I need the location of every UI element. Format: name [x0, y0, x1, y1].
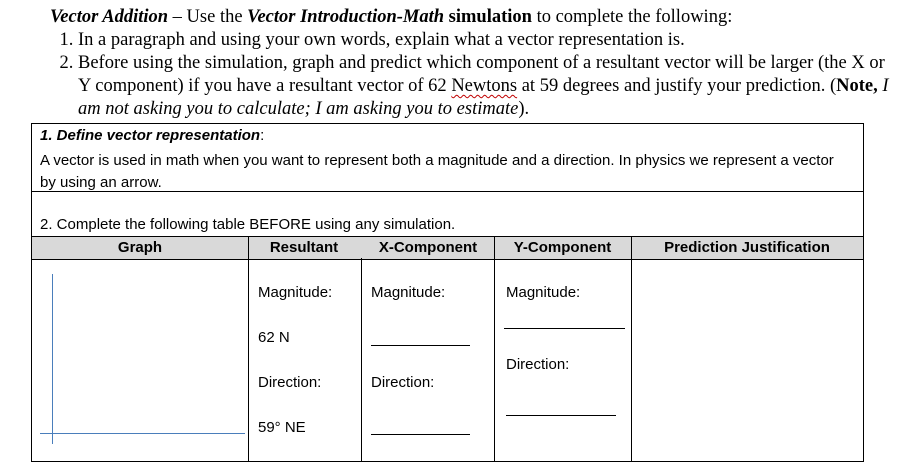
- assignment-title: Vector Addition: [50, 7, 169, 27]
- y-axis-line: [52, 274, 53, 444]
- column-divider: [248, 258, 249, 461]
- x-axis-line: [40, 433, 245, 434]
- header-divider: [494, 237, 495, 259]
- resultant-magnitude-label: Magnitude:: [258, 284, 333, 301]
- header-graph: Graph: [117, 239, 163, 256]
- instruction-list: [50, 29, 890, 121]
- graph-cell[interactable]: [32, 258, 248, 461]
- section-2-heading: 2. Complete the following table BEFORE using any simulation.: [40, 216, 456, 233]
- resultant-magnitude-value[interactable]: 62 N: [258, 329, 290, 346]
- y-magnitude-label: Magnitude:: [506, 284, 581, 301]
- resultant-direction-label: Direction:: [258, 374, 322, 391]
- header-y-component: Y-Component: [513, 239, 612, 256]
- instruction-item-2: 2. Before using the simulation, graph and predict which component of a resultant vector will be larger (the X or Y component) if you have a resultant vector of 62 Newtons at 59 degrees and justify your prediction. (Note, I am not asking you to calculate; I am asking you to estimate).: [78, 52, 890, 121]
- header-x-component: X-Component: [378, 239, 478, 256]
- instructions-title-line: Vector Addition – Use the Vector Introduction-Math simulation to complete the following:: [50, 7, 733, 27]
- y-magnitude-blank[interactable]: [504, 328, 625, 329]
- x-direction-label: Direction:: [371, 374, 435, 391]
- column-divider: [361, 258, 362, 461]
- x-magnitude-label: Magnitude:: [371, 284, 446, 301]
- y-direction-blank[interactable]: [506, 415, 616, 416]
- prediction-table: [31, 258, 864, 462]
- x-magnitude-blank[interactable]: [371, 345, 470, 346]
- instruction-item-1: 1. In a paragraph and using your own words, explain what a vector representation is.: [78, 29, 890, 52]
- table-header-row: [31, 236, 864, 260]
- header-resultant: Resultant: [269, 239, 339, 256]
- section-1-answer[interactable]: A vector is used in math when you want to represent both a magnitude and a direction. In physics we represent a vector by using an arrow.: [40, 152, 834, 191]
- resultant-direction-value[interactable]: 59° NE: [258, 419, 306, 436]
- prediction-justification-cell[interactable]: [632, 258, 863, 461]
- section-2-box: [31, 190, 864, 236]
- header-divider: [631, 237, 632, 259]
- instructions: [50, 6, 890, 121]
- column-divider: [494, 258, 495, 461]
- define-vector-box: [31, 123, 864, 192]
- x-direction-blank[interactable]: [371, 434, 470, 435]
- section-1-heading: 1. Define vector representation:: [40, 127, 265, 144]
- header-divider: [248, 237, 249, 259]
- y-direction-label: Direction:: [506, 356, 570, 373]
- spellcheck-word: Newtons: [451, 76, 518, 96]
- header-prediction-justification: Prediction Justification: [664, 239, 830, 256]
- simulation-name: Vector Introduction-Math: [247, 7, 445, 27]
